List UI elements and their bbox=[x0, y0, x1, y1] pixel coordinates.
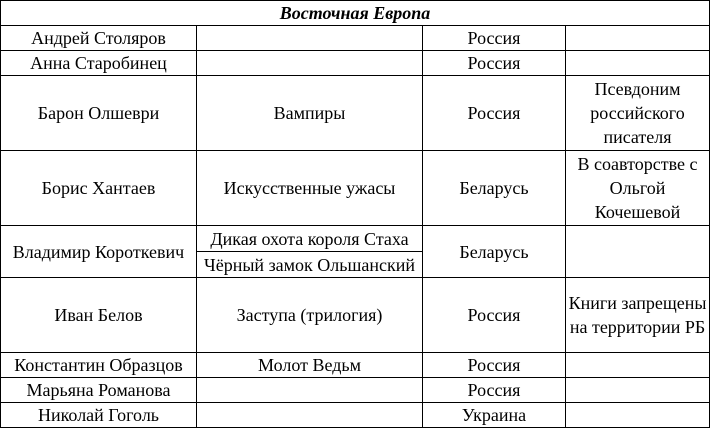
table-row bbox=[1, 151, 710, 226]
work-cell[interactable]: Вампиры bbox=[197, 76, 423, 151]
work-cell[interactable]: Заступа (трилогия) bbox=[197, 278, 423, 353]
note-cell[interactable] bbox=[566, 378, 710, 403]
author-cell[interactable]: Владимир Короткевич bbox=[1, 226, 197, 278]
note-cell[interactable] bbox=[566, 353, 710, 378]
table-row bbox=[1, 378, 710, 403]
note-cell[interactable] bbox=[566, 26, 710, 51]
work-cell[interactable]: Искусственные ужасы bbox=[197, 151, 423, 226]
author-cell[interactable]: Барон Олшеври bbox=[1, 76, 197, 151]
note-cell[interactable] bbox=[566, 51, 710, 76]
country-cell[interactable]: Украина bbox=[423, 403, 566, 428]
work-cell[interactable]: Молот Ведьм bbox=[197, 353, 423, 378]
author-cell[interactable]: Андрей Столяров bbox=[1, 26, 197, 51]
work-cell[interactable]: Дикая охота короля Стаха bbox=[197, 226, 423, 252]
country-cell[interactable]: Россия bbox=[423, 51, 566, 76]
table-row bbox=[1, 26, 710, 51]
country-cell[interactable]: Россия bbox=[423, 378, 566, 403]
author-cell[interactable]: Марьяна Романова bbox=[1, 378, 197, 403]
table-row bbox=[1, 353, 710, 378]
table-row bbox=[1, 278, 710, 353]
work-cell[interactable] bbox=[197, 51, 423, 76]
table-row bbox=[1, 51, 710, 76]
section-header-cell[interactable]: Восточная Европа bbox=[1, 1, 710, 26]
country-cell[interactable]: Россия bbox=[423, 353, 566, 378]
header-row bbox=[1, 1, 710, 26]
work-cell[interactable] bbox=[197, 378, 423, 403]
author-cell[interactable]: Борис Хантаев bbox=[1, 151, 197, 226]
country-cell[interactable]: Россия bbox=[423, 26, 566, 51]
author-cell[interactable]: Николай Гоголь bbox=[1, 403, 197, 428]
country-cell[interactable]: Россия bbox=[423, 278, 566, 353]
author-cell[interactable]: Иван Белов bbox=[1, 278, 197, 353]
note-cell[interactable]: Псевдоним российского писателя bbox=[566, 76, 710, 151]
note-cell[interactable]: В соавторстве с Ольгой Кочешевой bbox=[566, 151, 710, 226]
country-cell[interactable]: Россия bbox=[423, 76, 566, 151]
country-cell[interactable]: Беларусь bbox=[423, 226, 566, 278]
author-cell[interactable]: Константин Образцов bbox=[1, 353, 197, 378]
author-cell[interactable]: Анна Старобинец bbox=[1, 51, 197, 76]
table-row bbox=[1, 76, 710, 151]
table-row bbox=[1, 403, 710, 428]
note-cell[interactable]: Книги запрещены на территории РБ bbox=[566, 278, 710, 353]
country-cell[interactable]: Беларусь bbox=[423, 151, 566, 226]
note-cell[interactable] bbox=[566, 403, 710, 428]
work-cell[interactable]: Чёрный замок Ольшанский bbox=[197, 252, 423, 278]
note-cell[interactable] bbox=[566, 226, 710, 278]
work-cell[interactable] bbox=[197, 403, 423, 428]
work-cell[interactable] bbox=[197, 26, 423, 51]
table-row bbox=[1, 226, 710, 252]
